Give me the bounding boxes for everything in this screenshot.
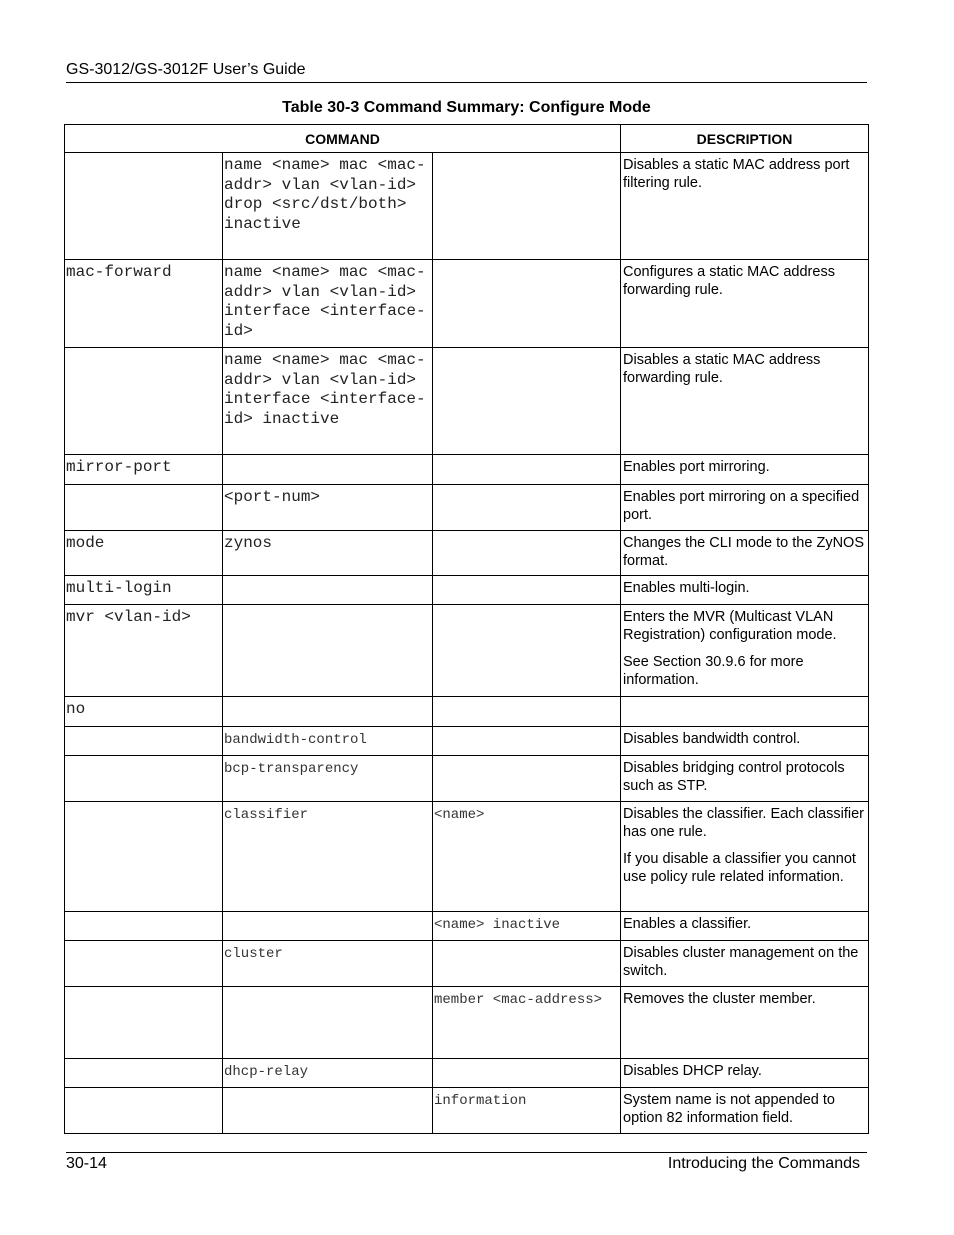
description-cell <box>621 727 869 756</box>
command-cell <box>65 912 223 941</box>
command-cell: mvr <vlan-id> <box>65 605 223 697</box>
description-cell <box>621 912 869 941</box>
argument-cell <box>433 260 621 348</box>
description-paragraph: Disables cluster management on the switch. <box>623 945 859 979</box>
argument-cell <box>433 605 621 697</box>
subcommand-cell <box>223 697 433 727</box>
subcommand-cell: name <name> mac <mac-addr> vlan <vlan-id> interface <interface-id> <box>223 260 433 348</box>
subcommand-cell <box>223 987 433 1059</box>
table-row <box>65 531 869 576</box>
description-paragraph: Disables the classifier. Each classifier has one rule. <box>623 806 864 840</box>
command-cell <box>65 1088 223 1134</box>
description-cell <box>621 1059 869 1088</box>
description-cell <box>621 576 869 605</box>
table-row <box>65 485 869 531</box>
subcommand-cell <box>223 576 433 605</box>
description-cell <box>621 531 869 576</box>
table-row <box>65 348 869 455</box>
description-cell <box>621 987 869 1059</box>
subcommand-cell: bcp-transparency <box>223 756 433 802</box>
description-paragraph: Configures a static MAC address forwarding rule. <box>623 264 835 298</box>
command-cell <box>65 348 223 455</box>
argument-cell <box>433 756 621 802</box>
argument-cell: member <mac-address> <box>433 987 621 1059</box>
description-paragraph: Disables bridging control protocols such as STP. <box>623 760 845 794</box>
description-cell <box>621 605 869 697</box>
argument-cell: information <box>433 1088 621 1134</box>
page-number: 30-14 <box>66 1155 107 1172</box>
subcommand-cell: bandwidth-control <box>223 727 433 756</box>
description-cell <box>621 1088 869 1134</box>
subcommand-cell: <port-num> <box>223 485 433 531</box>
table-row <box>65 941 869 987</box>
description-paragraph: Disables a static MAC address forwarding rule. <box>623 352 821 386</box>
table-caption: Table 30-3 Command Summary: Configure Mode <box>282 99 651 116</box>
argument-cell <box>433 485 621 531</box>
description-cell <box>621 697 869 727</box>
table-row <box>65 455 869 485</box>
description-paragraph: Disables bandwidth control. <box>623 731 801 747</box>
argument-cell <box>433 727 621 756</box>
table-row <box>65 153 869 260</box>
page-header <box>66 60 867 83</box>
description-cell <box>621 260 869 348</box>
subcommand-cell <box>223 605 433 697</box>
page-footer <box>66 1152 867 1172</box>
description-paragraph: Enables port mirroring on a specified port. <box>623 489 860 523</box>
subcommand-cell: dhcp-relay <box>223 1059 433 1088</box>
command-cell: mode <box>65 531 223 576</box>
guide-title: GS-3012/GS-3012F User’s Guide <box>66 61 306 78</box>
table-row <box>65 756 869 802</box>
subcommand-cell: cluster <box>223 941 433 987</box>
description-column-header: DESCRIPTION <box>621 125 869 153</box>
description-cell <box>621 153 869 260</box>
subcommand-cell: classifier <box>223 802 433 912</box>
argument-cell <box>433 455 621 485</box>
table-row <box>65 1088 869 1134</box>
description-paragraph: Enables port mirroring. <box>623 459 770 475</box>
description-paragraph: Disables DHCP relay. <box>623 1063 762 1079</box>
description-cell <box>621 348 869 455</box>
subcommand-cell <box>223 455 433 485</box>
command-column-header: COMMAND <box>65 125 621 153</box>
subcommand-cell: name <name> mac <mac-addr> vlan <vlan-id> interface <interface-id> inactive <box>223 348 433 455</box>
argument-cell: <name> <box>433 802 621 912</box>
table-row <box>65 697 869 727</box>
table-row <box>65 912 869 941</box>
description-paragraph: System name is not appended to option 82 information field. <box>623 1092 835 1126</box>
description-paragraph: See Section 30.9.6 for more information. <box>623 654 804 688</box>
command-cell <box>65 987 223 1059</box>
section-name: Introducing the Commands <box>667 1155 860 1172</box>
subcommand-cell <box>223 1088 433 1134</box>
argument-cell <box>433 153 621 260</box>
command-cell <box>65 756 223 802</box>
description-cell <box>621 941 869 987</box>
description-cell <box>621 455 869 485</box>
description-paragraph: Enables multi-login. <box>623 580 750 596</box>
argument-cell <box>433 941 621 987</box>
table-row <box>65 260 869 348</box>
table-row <box>65 1059 869 1088</box>
table-row <box>65 987 869 1059</box>
description-cell <box>621 756 869 802</box>
command-cell <box>65 941 223 987</box>
argument-cell <box>433 348 621 455</box>
argument-cell <box>433 531 621 576</box>
argument-cell <box>433 576 621 605</box>
subcommand-cell <box>223 912 433 941</box>
table-row <box>65 576 869 605</box>
subcommand-cell: name <name> mac <mac-addr> vlan <vlan-id> drop <src/dst/both> inactive <box>223 153 433 260</box>
description-paragraph: If you disable a classifier you cannot use policy rule related information. <box>623 851 856 885</box>
subcommand-cell: zynos <box>223 531 433 576</box>
command-cell: multi-login <box>65 576 223 605</box>
description-paragraph: Enters the MVR (Multicast VLAN Registration) configuration mode. <box>623 609 837 643</box>
description-cell <box>621 802 869 912</box>
command-cell <box>65 153 223 260</box>
table-row <box>65 727 869 756</box>
command-cell: mirror-port <box>65 455 223 485</box>
description-paragraph: Changes the CLI mode to the ZyNOS format. <box>623 535 864 569</box>
table-row <box>65 802 869 912</box>
command-cell <box>65 1059 223 1088</box>
command-cell <box>65 727 223 756</box>
command-cell: mac-forward <box>65 260 223 348</box>
command-cell: no <box>65 697 223 727</box>
description-paragraph: Enables a classifier. <box>623 916 752 932</box>
command-cell <box>65 802 223 912</box>
command-summary-table <box>64 124 869 1134</box>
argument-cell: <name> inactive <box>433 912 621 941</box>
argument-cell <box>433 1059 621 1088</box>
description-paragraph: Removes the cluster member. <box>623 991 816 1007</box>
command-cell <box>65 485 223 531</box>
table-header-row <box>65 125 869 153</box>
description-cell <box>621 485 869 531</box>
description-paragraph: Disables a static MAC address port filtering rule. <box>623 157 850 191</box>
argument-cell <box>433 697 621 727</box>
table-row <box>65 605 869 697</box>
